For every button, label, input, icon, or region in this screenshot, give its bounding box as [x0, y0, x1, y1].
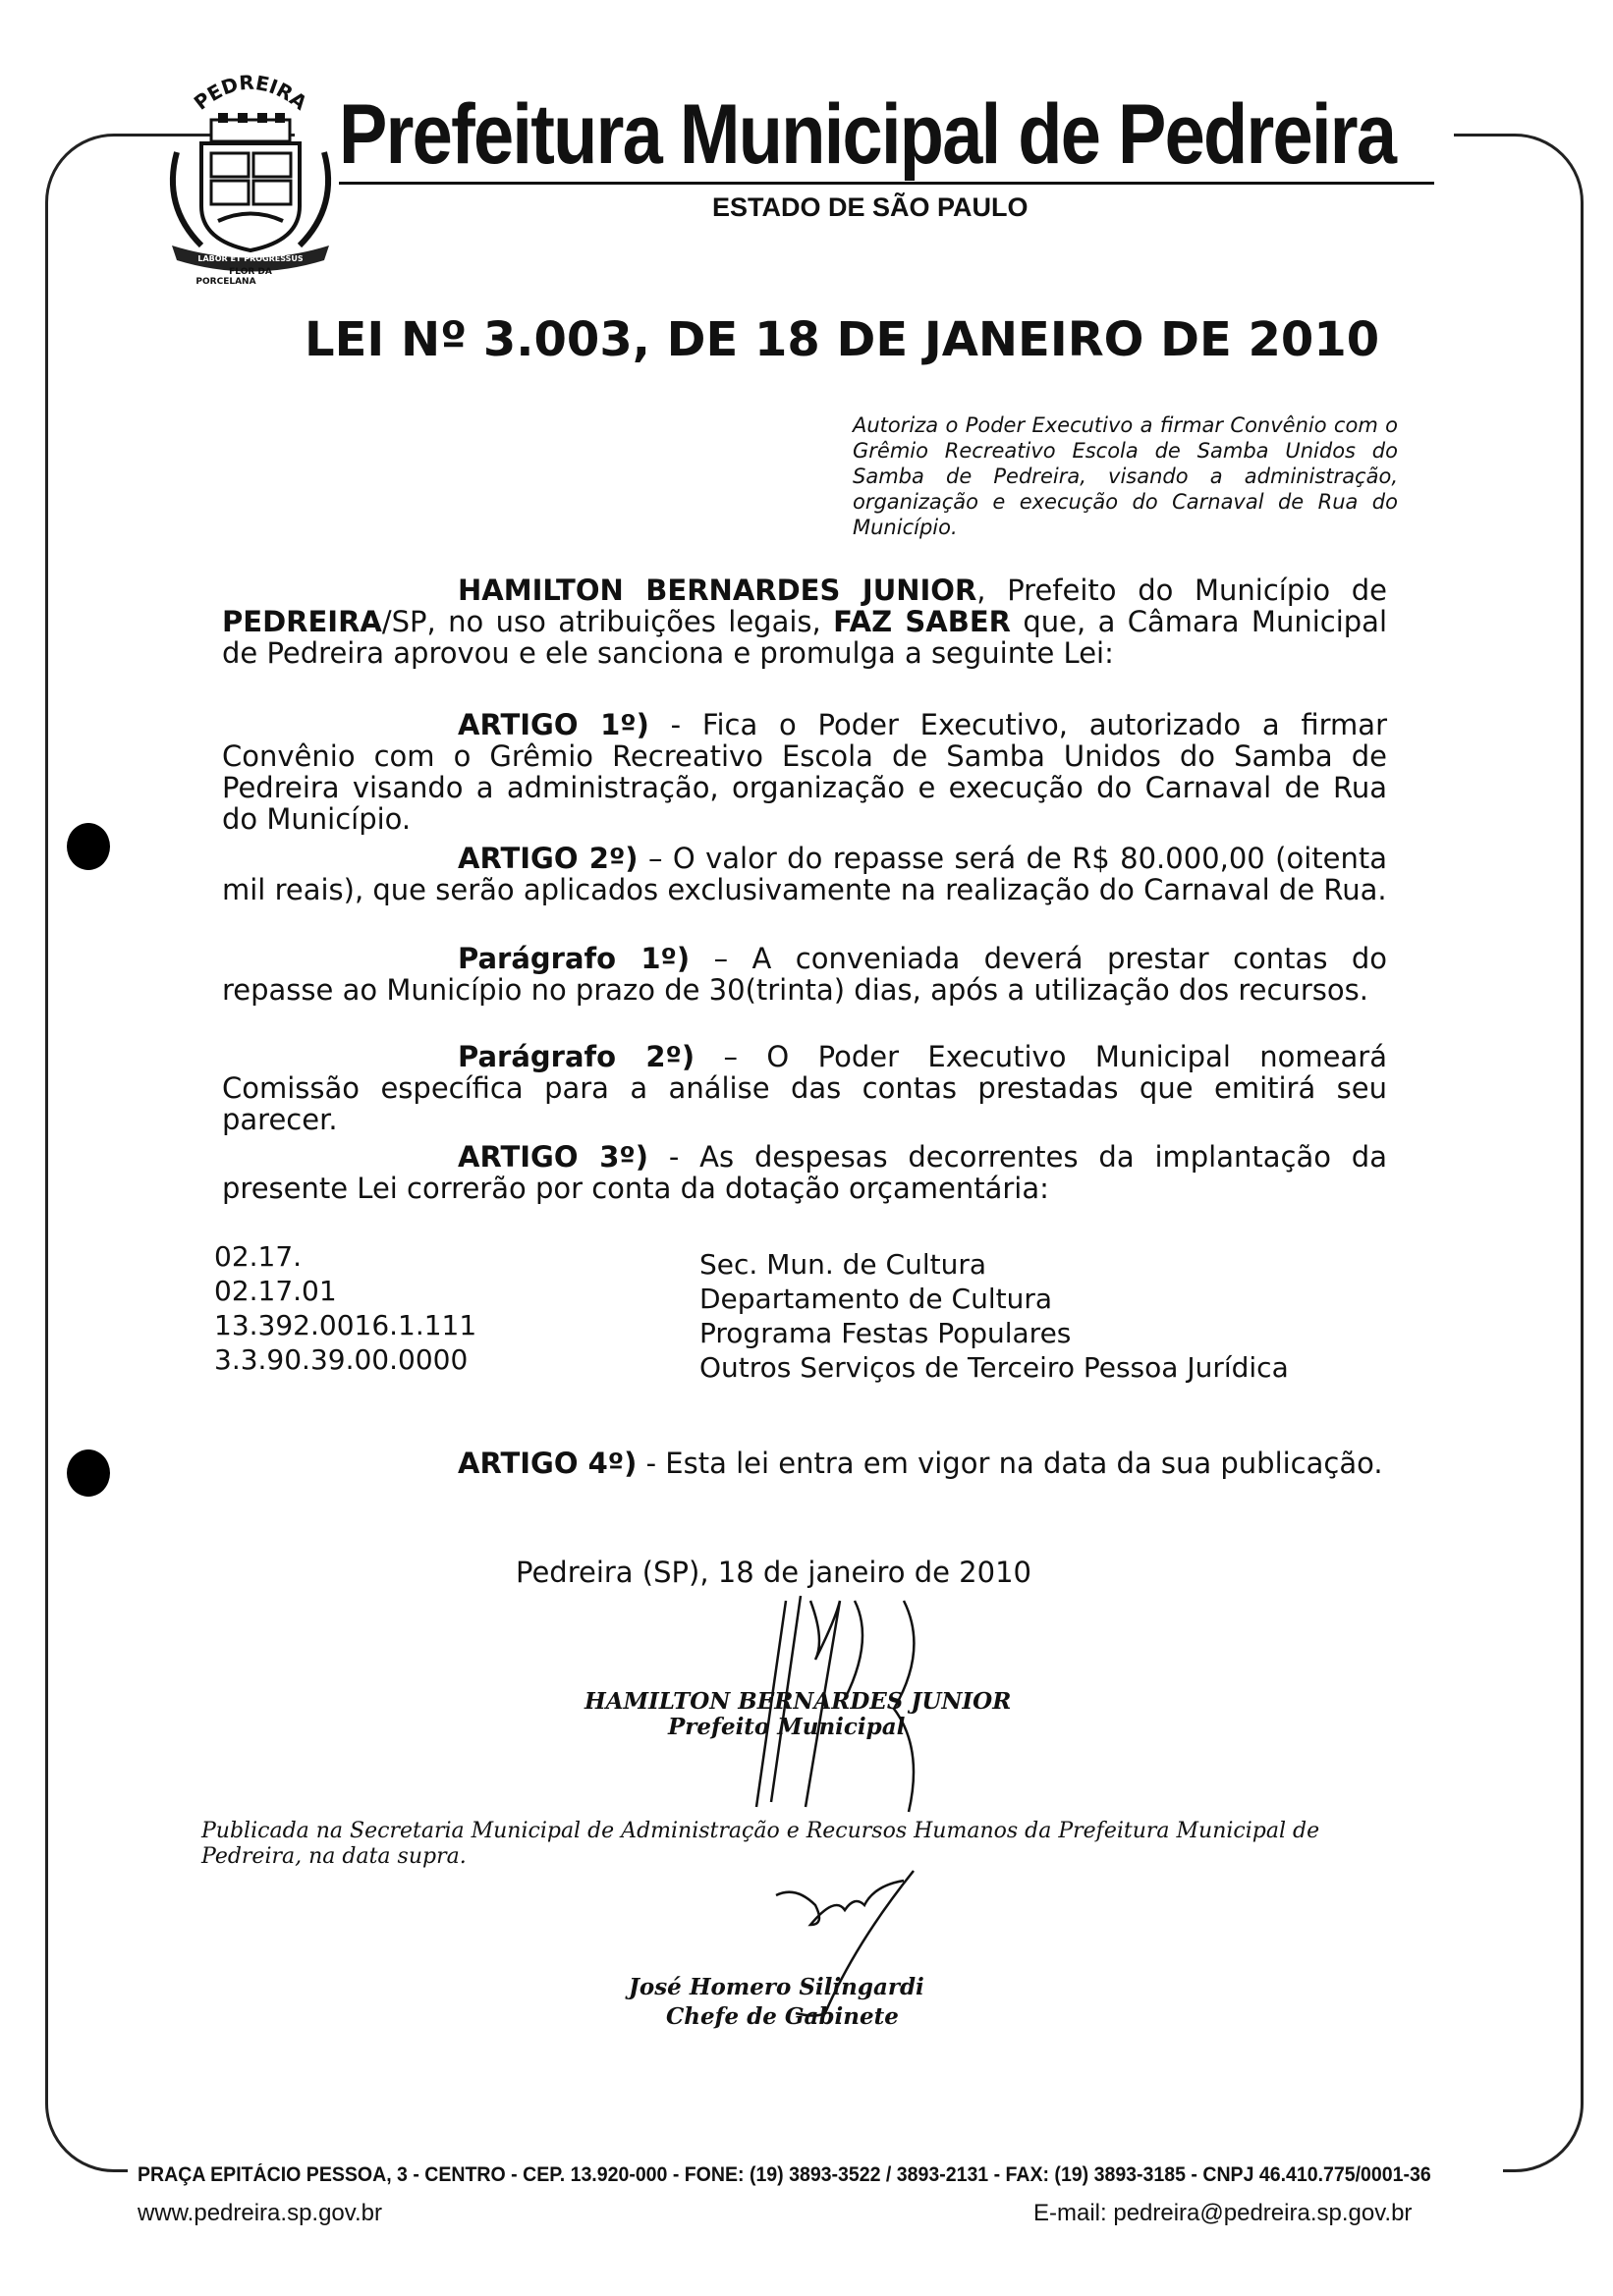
budget-desc: Sec. Mun. de Cultura [699, 1248, 987, 1281]
faz-saber: FAZ SABER [833, 605, 1011, 638]
crest-arc-text: PEDREIRA [189, 70, 312, 115]
footer-website: www.pedreira.sp.gov.br [138, 2200, 382, 2226]
article-text: - Esta lei entra em vigor na data da sua publicação. [637, 1447, 1383, 1480]
budget-descriptions [699, 1247, 1289, 1385]
header-divider [339, 182, 1434, 185]
article-4 [222, 1448, 1387, 1479]
header-title: Prefeitura Municipal de Pedreira [339, 87, 1396, 182]
publication-note: Publicada na Secretaria Municipal de Administração e Recursos Humanos da Prefeitura Municipal de Pedreira, na data supra. [201, 1819, 1320, 1869]
law-summary: Autoriza o Poder Executivo a firmar Convênio com o Grêmio Recreativo Escola de Samba Unidos do Samba de Pedreira, visando a administração, organização e execução do Carnaval de Rua do Município. [853, 413, 1398, 539]
budget-code: 02.17.01 [214, 1275, 337, 1307]
paragraph-text: – O Poder Executivo Municipal nomeará Comissão específica para a análise das contas prestadas que emitirá seu parecer. [222, 1040, 1387, 1136]
chief-role: Chefe de Gabinete [666, 2003, 899, 2030]
punch-hole-lower [67, 1449, 110, 1497]
preamble-text-2: /SP, no uso atribuições legais, [381, 605, 834, 638]
budget-code: 3.3.90.39.00.0000 [214, 1343, 469, 1376]
mayor-role: Prefeito Municipal [668, 1714, 906, 1740]
crest-tagline-2: PORCELANA [195, 277, 256, 285]
budget-code: 02.17. [214, 1240, 303, 1273]
preamble-text-1: , Prefeito do Município de [976, 574, 1387, 607]
article-label: ARTIGO 2º) [458, 842, 639, 875]
punch-hole-upper [67, 823, 110, 870]
article-label: ARTIGO 1º) [458, 708, 649, 741]
mayor-name-signed: HAMILTON BERNARDES JUNIOR [584, 1688, 1012, 1715]
budget-desc: Departamento de Cultura [699, 1283, 1052, 1315]
article-label: ARTIGO 4º) [458, 1447, 638, 1480]
article-text: - Fica o Poder Executivo, autorizado a firmar Convênio com o Grêmio Recreativo Escola de Samba Unidos do Samba de Pedreira visando a administração, organização e execução do Carnaval de Rua do Município. [222, 708, 1387, 836]
header-state: ESTADO DE SÃO PAULO [712, 192, 1029, 222]
preamble-text-3: que, a Câmara Municipal de Pedreira aprovou e ele sanciona e promulga a seguinte Lei: [222, 605, 1387, 670]
crest-tagline-1: FLOR DA [229, 267, 272, 277]
budget-codes [214, 1239, 476, 1377]
coat-of-arms-icon [157, 59, 344, 285]
budget-desc: Programa Festas Populares [699, 1317, 1072, 1349]
article-2 [222, 843, 1387, 905]
preamble [222, 574, 1387, 669]
article-label: ARTIGO 3º) [458, 1140, 649, 1174]
article-text: - As despesas decorrentes da implantação da presente Lei correrão por conta da dotação orçamentária: [222, 1140, 1387, 1205]
paragraph-label: Parágrafo 1º) [458, 942, 691, 975]
city-name: PEDREIRA [222, 605, 382, 638]
paragraph-text: – A conveniada deverá prestar contas do repasse ao Município no prazo de 30(trinta) dias, após a utilização dos recursos. [222, 942, 1387, 1007]
paragraph-2 [222, 1041, 1387, 1135]
article-text: – O valor do repasse será de R$ 80.000,00 (oitenta mil reais), que serão aplicados exclusivamente na realização do Carnaval de Rua. [222, 842, 1387, 906]
place-date: Pedreira (SP), 18 de janeiro de 2010 [516, 1556, 1031, 1589]
budget-code: 13.392.0016.1.111 [214, 1309, 477, 1341]
city-crest [157, 59, 344, 285]
svg-text:PEDREIRA [190, 71, 312, 115]
paragraph-label: Parágrafo 2º) [458, 1040, 695, 1073]
article-1 [222, 709, 1387, 835]
crest-motto: LABOR ET PROGRESSUS [197, 254, 304, 263]
paragraph-1 [222, 943, 1387, 1006]
chief-name: José Homero Silingardi [629, 1974, 924, 2000]
footer-address: PRAÇA EPITÁCIO PESSOA, 3 - CENTRO - CEP. 13.920-000 - FONE: (19) 3893-3522 / 3893-2131 - FAX: (19) 3893-3185 - CNPJ 46.410.775/0001-36 [138, 2163, 1431, 2186]
footer-email: E-mail: pedreira@pedreira.sp.gov.br [1033, 2200, 1413, 2226]
budget-desc: Outros Serviços de Terceiro Pessoa Jurídica [699, 1351, 1289, 1384]
article-3 [222, 1141, 1387, 1204]
law-title: LEI Nº 3.003, DE 18 DE JANEIRO DE 2010 [305, 312, 1380, 367]
mayor-name: HAMILTON BERNARDES JUNIOR [458, 574, 977, 607]
